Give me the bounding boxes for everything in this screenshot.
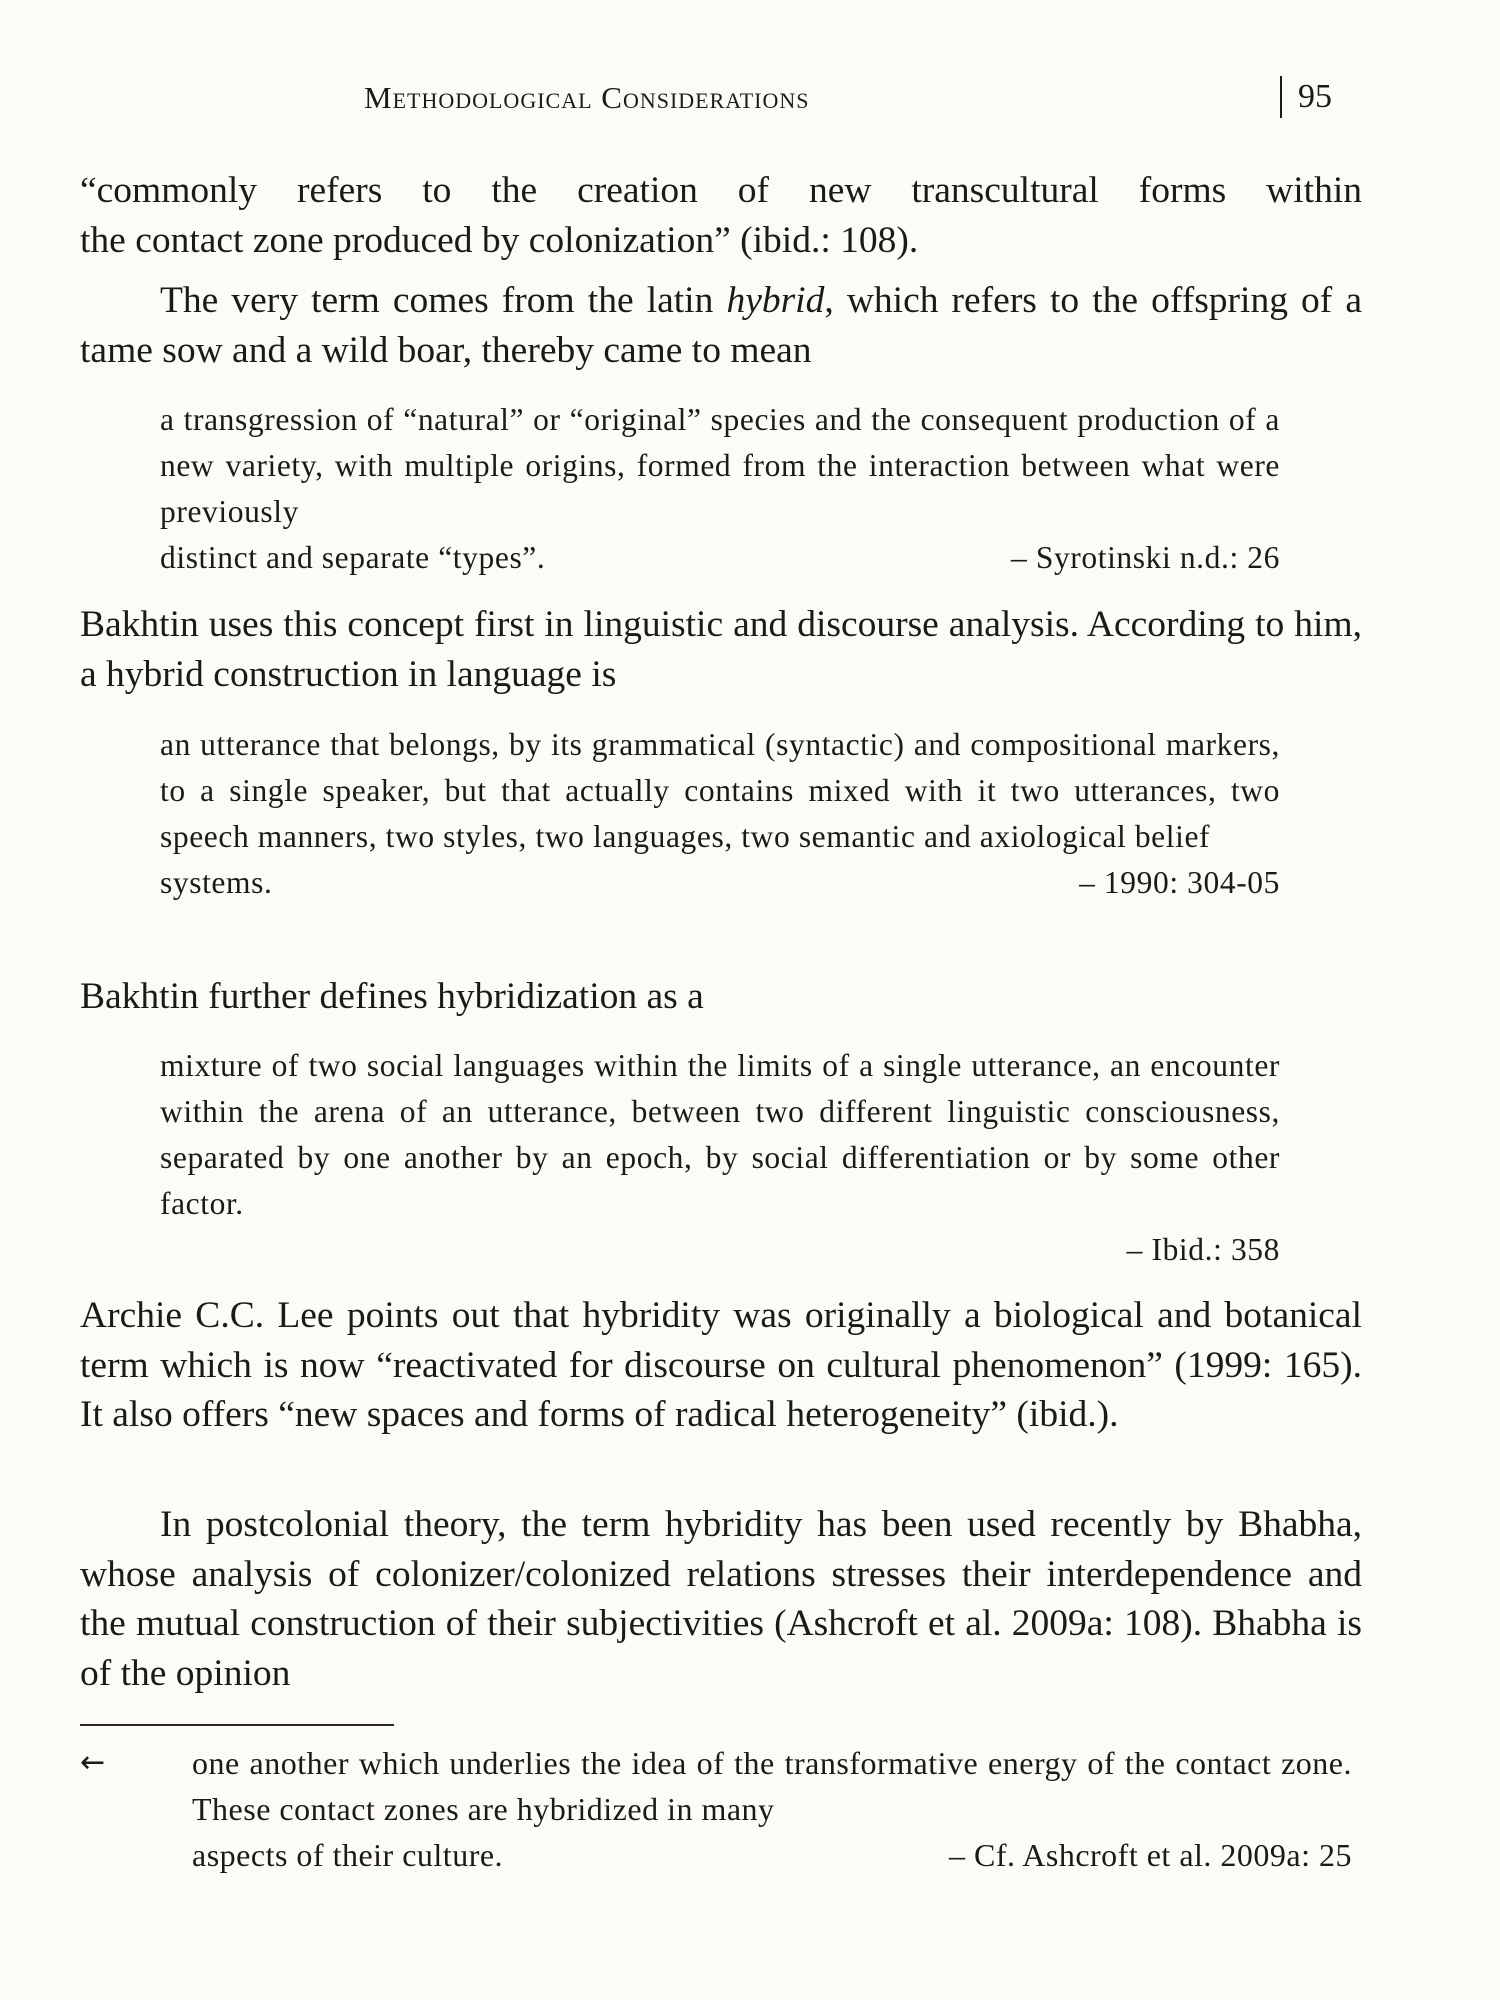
page-header (80, 76, 1362, 126)
q2-last-line: systems. (160, 865, 273, 900)
paragraph-archie-lee: Archie C.C. Lee points out that hybridity was originally a biological and botanical term which is now “reactivated for discourse on cultural phenomenon” (1999: 165). It also offers “new spaces and forms of radical heterogeneity” (ibid.). (80, 1295, 1362, 1435)
block-quote-bakhtin-1990 (160, 722, 1280, 906)
running-head: Methodological Considerations (364, 80, 810, 115)
q1-text: a transgression of “natural” or “original” species and the consequent production of a new variety, with multiple origins, formed from the interaction between what were previously (160, 402, 1280, 529)
header-separator (1280, 76, 1282, 118)
p2-text-before: The very term comes from the latin (160, 280, 727, 321)
p2-text-after: , which refers to the offspring of a tame sow and a wild boar, thereby came to mean (80, 280, 1363, 371)
q2-citation: – 1990: 304-05 (1079, 865, 1280, 900)
footnote-last-line: aspects of their culture. (192, 1837, 504, 1873)
paragraph-bakhtin-hybridization: Bakhtin further defines hybridization as a (80, 976, 704, 1017)
footnote-back-arrow-icon: ← (80, 1745, 106, 1780)
footnote-last-row (192, 1832, 1352, 1878)
q3-text: mixture of two social languages within the limits of a single utterance, an encounter within the arena of an utterance, between two different linguistic consciousness, separated by one another by an epoch, by social differentiation or by some other factor. (160, 1048, 1280, 1221)
p2-italic-term: hybrid (726, 280, 825, 321)
q3-citation: – Ibid.: 358 (1126, 1232, 1280, 1267)
footnote-text-block (192, 1740, 1352, 1878)
footnote-citation: – Cf. Ashcroft et al. 2009a: 25 (949, 1837, 1352, 1873)
block-quote-ibid-358 (160, 1043, 1280, 1273)
p1-line2: the contact zone produced by colonization” (ibid.: 108). (80, 219, 919, 261)
page-number: 95 (1298, 78, 1332, 115)
block-quote-syrotinski (160, 397, 1280, 581)
paragraph-bakhtin-intro: Bakhtin uses this concept first in linguistic and discourse analysis. According to him, a hybrid construction in language is (80, 604, 1362, 695)
footnote (80, 1740, 1362, 1880)
p1-line1: “commonly refers to the creation of new transcultural forms within (80, 170, 1362, 211)
q2-text: an utterance that belongs, by its grammatical (syntactic) and compositional markers, to a single speaker, but that actually contains mixed with it two utterances, two speech manners, two styles, two languages, two semantic and axiological belief (160, 727, 1280, 854)
q2-last-row (160, 860, 1280, 906)
paragraph-postcolonial-bhabha: In postcolonial theory, the term hybridity has been used recently by Bhabha, whose analysis of colonizer/colonized relations stresses their interdependence and the mutual construction of their subjectivities (Ashcroft et al. 2009a: 108). Bhabha is of the opinion (80, 1504, 1362, 1694)
q1-last-row (160, 535, 1280, 581)
paragraph-hybrid-etymology (80, 276, 1362, 375)
footnote-rule (80, 1724, 394, 1726)
paragraph-continuation (80, 166, 1362, 265)
q1-last-line: distinct and separate “types”. (160, 540, 546, 575)
footnote-text: one another which underlies the idea of the transformative energy of the contact zone. These contact zones are hybridized in many (192, 1745, 1352, 1827)
q1-citation: – Syrotinski n.d.: 26 (1011, 540, 1280, 575)
